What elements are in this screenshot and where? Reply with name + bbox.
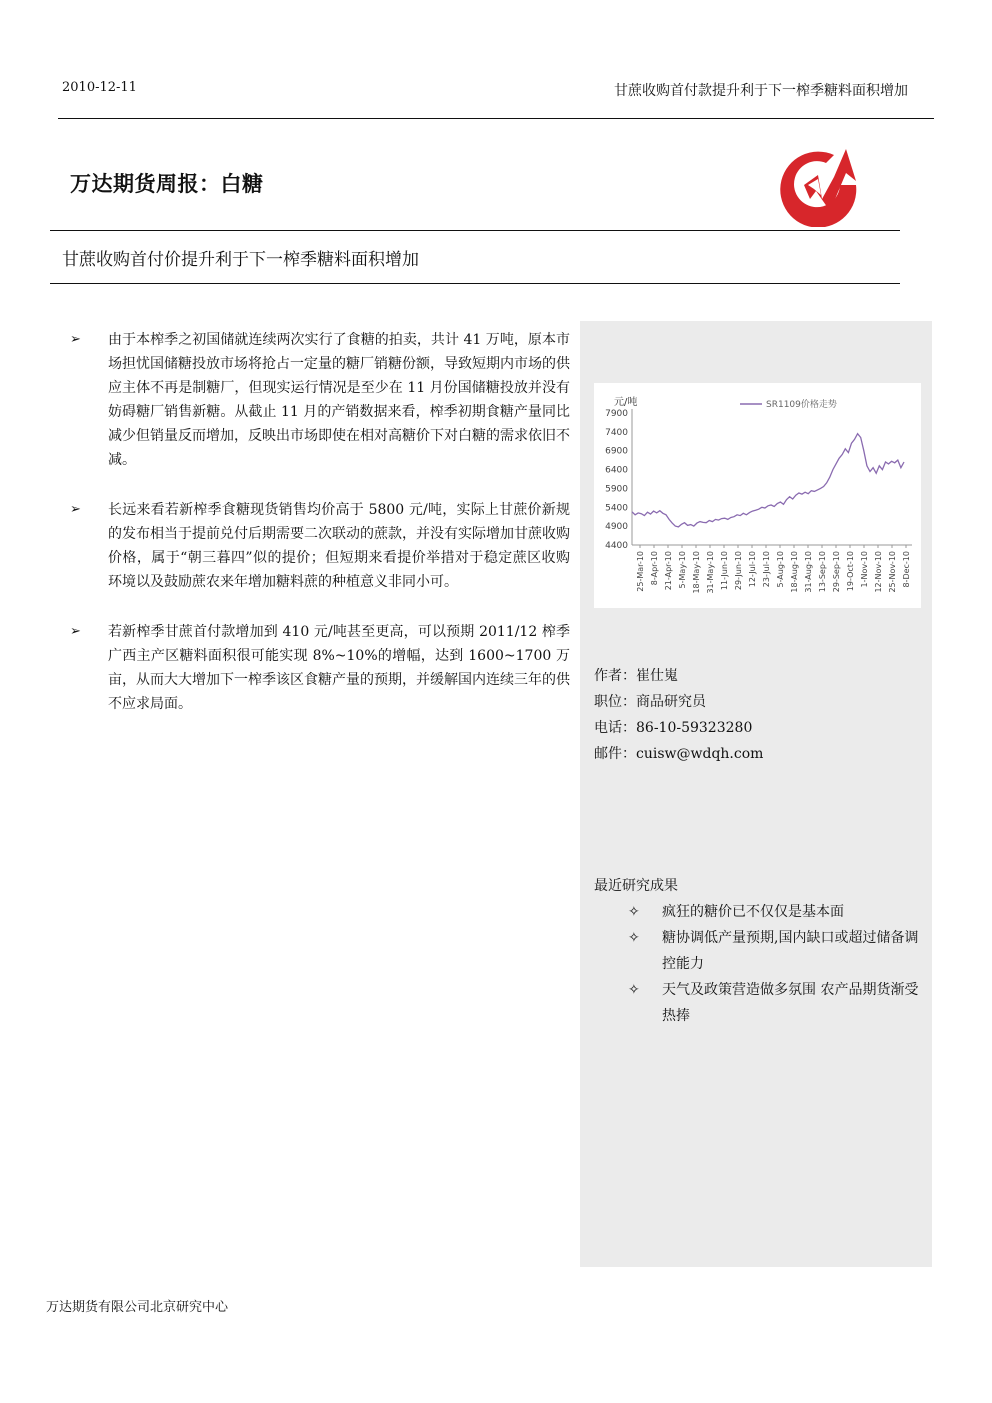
subtitle: 甘蔗收购首付价提升利于下一榨季糖料面积增加: [62, 250, 419, 270]
header-date: 2010-12-11: [62, 80, 137, 95]
price-chart: [594, 383, 921, 608]
author-position: 职位：商品研究员: [594, 694, 706, 710]
research-item: [594, 899, 924, 925]
research-item: [594, 977, 924, 1029]
chart-x-tick-label: 5-Aug-10: [776, 551, 785, 588]
wanda-futures-logo-icon: [774, 141, 864, 227]
chart-x-tick-label: 29-Jun-10: [734, 551, 743, 591]
arrow-bullet-icon: ➢: [70, 332, 81, 347]
chart-x-tick-label: 25-Mar-10: [636, 551, 645, 592]
footer-company: 万达期货有限公司北京研究中心: [46, 1300, 229, 1315]
price-chart-svg: [594, 383, 921, 608]
chart-y-tick-label: 6900: [605, 446, 628, 457]
diamond-bullet-icon: ✧: [628, 930, 640, 946]
sidebar: [580, 321, 932, 1267]
chart-x-tick-label: 18-Aug-10: [790, 551, 799, 593]
chart-x-tick-label: 11-Jun-10: [720, 551, 729, 591]
research-item: [594, 925, 924, 977]
chart-y-tick-label: 4400: [605, 541, 628, 551]
chart-legend-label: SR1109价格走势: [766, 400, 837, 410]
bullet-text: 若新榨季甘蔗首付款增加到 410 元/吨甚至更高，可以预期 2011/12 榨季广西主产区糖料面积很可能实现 8%~10%的增幅，达到 1600~1700 万亩，从而大大增加下一榨季该区食糖产量的预期，并缓解国内连续三年的供不应求局面。: [108, 624, 570, 712]
bullet-text: 长远来看若新榨季食糖现货销售均价高于 5800 元/吨，实际上甘蔗价新规的发布相当于提前兑付后期需要二次联动的蔗款，并没有实际增加甘蔗收购价格，属于“朝三暮四”似的提价；但短期来看提价举措对于稳定蔗区收购环境以及鼓励蔗农来年增加糖料蔗的种植意义非同小可。: [108, 502, 570, 590]
chart-y-tick-label: 7400: [605, 427, 628, 438]
arrow-bullet-icon: ➢: [70, 624, 81, 639]
author-info: [594, 663, 763, 767]
chart-series-line: [632, 434, 904, 527]
bullet-text: 由于本榨季之初国储就连续两次实行了食糖的拍卖，共计 41 万吨，原本市场担忧国储糖投放市场将抢占一定量的糖厂销糖份额，导致短期内市场的供应主体不再是制糖厂，但现实运行情况是至少在 11 月份国储糖投放并没有妨碍糖厂销售新糖。从截止 11 月的产销数据来看，榨季初期食糖产量同比减少但销量反而增加，反映出市场即使在相对高糖价下对白糖的需求依旧不减。: [108, 332, 570, 468]
chart-x-tick-label: 21-Apr-10: [664, 551, 673, 591]
main-content: [70, 328, 570, 742]
chart-y-axis-label: 元/吨: [614, 397, 638, 408]
bullet-item: [70, 328, 570, 472]
bullet-item: [70, 620, 570, 716]
chart-x-tick-label: 1-Nov-10: [860, 551, 869, 588]
diamond-bullet-icon: ✧: [628, 982, 640, 998]
chart-x-tick-label: 29-Sep-10: [832, 551, 841, 593]
chart-x-tick-label: 8-Dec-10: [902, 551, 911, 588]
arrow-bullet-icon: ➢: [70, 502, 81, 517]
chart-y-tick-label: 5400: [605, 503, 628, 514]
chart-x-tick-label: 12-Nov-10: [874, 551, 883, 593]
bullet-item: [70, 498, 570, 594]
header-title: 甘蔗收购首付款提升利于下一榨季糖料面积增加: [614, 83, 908, 99]
chart-x-tick-label: 5-May-10: [678, 551, 687, 589]
research-item-text: 糖协调低产量预期,国内缺口或超过储备调控能力: [662, 930, 919, 972]
chart-y-tick-label: 7900: [605, 409, 628, 419]
recent-research-title: 最近研究成果: [594, 878, 678, 894]
chart-x-tick-label: 19-Oct-10: [846, 551, 855, 592]
chart-x-tick-label: 23-Jul-10: [762, 551, 771, 588]
chart-y-tick-label: 4900: [605, 522, 628, 533]
chart-x-tick-label: 13-Sep-10: [818, 551, 827, 593]
chart-x-tick-label: 31-Aug-10: [804, 551, 813, 593]
author-name: 作者：崔仕嵬: [594, 668, 678, 684]
chart-x-tick-label: 25-Nov-10: [888, 551, 897, 593]
subtitle-rule: [50, 283, 900, 284]
chart-x-tick-label: 31-May-10: [706, 551, 715, 594]
research-item-text: 天气及政策营造做多氛围 农产品期货渐受热捧: [662, 982, 919, 1024]
author-email: 邮件：cuisw@wdqh.com: [594, 746, 764, 762]
recent-research: [594, 873, 924, 1029]
chart-x-tick-label: 18-May-10: [692, 551, 701, 594]
research-item-text: 疯狂的糖价已不仅仅是基本面: [662, 904, 844, 920]
chart-x-tick-label: 8-Apr-10: [650, 551, 659, 586]
author-phone: 电话：86-10-59323280: [594, 720, 753, 736]
diamond-bullet-icon: ✧: [628, 904, 640, 920]
header-rule: [58, 118, 934, 119]
title-rule: [50, 230, 900, 231]
doc-title: 万达期货周报：白糖: [70, 172, 264, 196]
chart-x-tick-label: 12-Jul-10: [748, 551, 757, 588]
chart-y-tick-label: 6400: [605, 465, 628, 476]
chart-y-tick-label: 5900: [605, 484, 628, 495]
